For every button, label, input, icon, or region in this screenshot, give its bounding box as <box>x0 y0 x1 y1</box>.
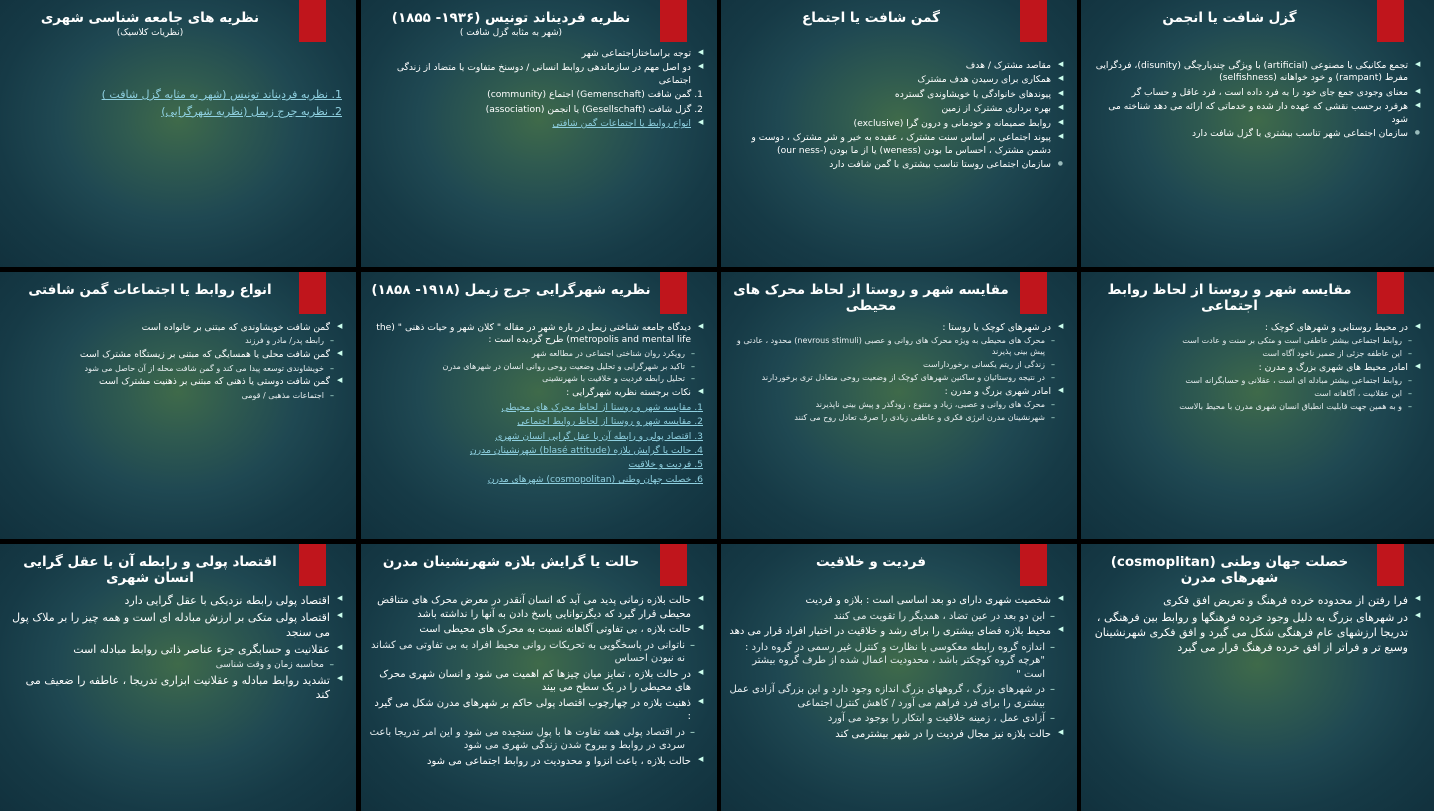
slide-subtitle: (نظریات کلاسیک) <box>116 28 184 39</box>
slide-bullet: ▶ تجمع مکانیکی یا مصنوعی (artificial) با ویژگی چندپارچگی (disunity)، فردگرایی مفرط (rampant) و خود خواهانه (selfishness) <box>1089 60 1420 85</box>
slide-title <box>369 554 653 570</box>
slide-bullet: – اجتماعات مذهبی / قومی <box>8 391 342 402</box>
slide-bullet: ▶ بهره برداری مشترک از زمین <box>729 103 1063 115</box>
slide-bullet: – در شهرهای بزرگ ، گروههای بزرگ اندازه وجود دارد و این بزرگی آزادی عمل بیشتری را برای فرد فراهم می آورد / کاهش کنترل اجتماعی <box>729 683 1063 710</box>
slide-bullet: ▶ دیدگاه جامعه شناختی زیمل در باره شهر در مقاله " کلان شهر و حیات ذهنی " (the metropolis and mental life) طرح گردیده است : <box>369 322 703 347</box>
slide-accent-tab <box>1020 0 1047 42</box>
slide-bullet: ▶ محیط بلازه فضای بیشتری را برای رشد و خلاقیت در اختیار افراد قرار می دهد <box>729 625 1063 639</box>
slide-thumbnail[interactable] <box>721 544 1077 811</box>
slide-hyperlink[interactable]: 3. اقتصاد پولی و رابطه آن با عقل گرایی انسان شهری <box>495 430 703 442</box>
slide-bullet: ▶ در حالت بلازه ، تمایز میان چیزها کم اهمیت می شود و انسان شهری محرک های محیطی را در یک سطح می بیند <box>369 668 703 695</box>
slide-bullet: – تحلیل رابطه فردیت و خلاقیت با شهرنشینی <box>369 374 703 385</box>
slide-bullet: – زندگی از ریتم یکسانی برخورداراست <box>729 360 1063 371</box>
slide-title <box>1089 282 1370 314</box>
slide-bullet: ▶ عقلانیت و حسابگری جزء عناصر ذاتی روابط مبادله است <box>8 643 342 658</box>
slide-thumbnail[interactable] <box>361 544 717 811</box>
slide-bullet: – روابط اجتماعی بیشتر مبادله ای است ، عقلانی و حسابگرانه است <box>1089 376 1420 387</box>
slide-bullet: – خویشاوندی توسعه پیدا می کند و گمن شافت محله از آن حاصل می شود <box>8 364 342 375</box>
slide-bullet: ▶ معنای وجودی جمع جای خود را به فرد داده است ، فرد عاقل و حساب گر <box>1089 87 1420 99</box>
slide-bullet: ▶ پیوند اجتماعی بر اساس سنت مشترک ، عقیده به خیر و شر مشترک ، دوست و دشمن مشترک ، احساس ما بودن (weness) یا از ما بودن (-our ness) <box>729 132 1063 157</box>
slide-thumbnail[interactable] <box>721 272 1077 539</box>
slide-title <box>8 282 292 298</box>
slide-bullet: – در نتیجه روستائیان و ساکنین شهرهای کوچک از وضعیت روحی متعادل تری برخوردارند <box>729 373 1063 384</box>
slide-title-text: گمن شافت یا اجتماع <box>802 10 940 26</box>
slide-bullet: – محرک های روانی و عصبی، زیاد و متنوع ، زودگذر و پیش بینی ناپذیرند <box>729 400 1063 411</box>
slide-bullet: ▶ نکات برجسته نظریه شهرگرایی : <box>369 387 703 399</box>
slide-bullet: ▶ پیوندهای خانوادگی یا خویشاوندی گسترده <box>729 89 1063 101</box>
slide-bullet: ▶ حالت بلازه ، باعث انزوا و محدودیت در روابط اجتماعی می شود <box>369 755 703 769</box>
slide-hyperlink[interactable]: 2. مقایسه شهر و روستا از لحاظ روابط اجتماعی <box>517 416 703 428</box>
slide-bullet: 2. گزل شافت (Gesellschaft) یا انجمن (association) <box>485 103 703 115</box>
slide-bullet: ▶ دو اصل مهم در سازماندهی روابط انسانی / دوسنخ متفاوت یا متضاد از زندگی اجتماعی <box>369 62 703 87</box>
slide-bullet: ▶ حالت بلازه زمانی پدید می آید که انسان آنقدر در معرض محرک های متناقض محیطی قرار گیرد که دیگرتوانایی پاسخ دادن به آنها را نداشته باشد <box>369 594 703 621</box>
slide-title-text: حالت یا گرایش بلازه شهرنشینان مدرن <box>382 554 640 570</box>
slide-bullet: ● سازمان اجتماعی روستا تناسب بیشتری با گمن شافت دارد <box>729 159 1063 171</box>
slide-thumbnail[interactable] <box>1081 272 1434 539</box>
slide-bullet: ▶ همکاری برای رسیدن هدف مشترک <box>729 74 1063 86</box>
slide-title <box>729 10 1013 26</box>
slide-bullet: ▶ تشدید روابط مبادله و عقلانیت ابزاری تدریجا ، عاطفه را ضعیف می کند <box>8 674 342 704</box>
slide-accent-tab <box>660 0 687 42</box>
slide-title <box>729 282 1013 314</box>
slide-title <box>369 282 653 298</box>
slide-bullet: – این عقلانیت ، آگاهانه است <box>1089 389 1420 400</box>
slide-bullet: – این دو بعد در عین تضاد ، همدیگر را تقویت می کنند <box>729 610 1063 624</box>
slide-bullet: ▶ امادر محیط های شهری بزرگ و مدرن : <box>1089 362 1420 374</box>
slide-hyperlink[interactable]: ▶ انواع روابط یا اجتماعات گمن شافتی <box>369 118 703 130</box>
slide-title-text: اقتصاد پولی و رابطه آن با عقل گرایی انسان شهری <box>23 554 277 587</box>
slide-body <box>369 320 703 488</box>
slide-hyperlink[interactable]: 5. فردیت و خلاقیت <box>628 459 703 471</box>
slide-bullet: – شهرنشینان مدرن انرژی فکری و عاطفی زیادی را صرف تعادل روح می کنند <box>729 413 1063 424</box>
slide-body <box>8 592 342 705</box>
slide-body <box>1089 58 1420 143</box>
slide-bullet: ▶ اقتصاد پولی متکی بر ارزش مبادله ای است و همه چیز را بر ملاک پول می سنجد <box>8 611 342 641</box>
slide-title-text: مقایسه شهر و روستا از لحاظ محرک های محیطی <box>733 282 1009 315</box>
slide-body <box>729 320 1063 426</box>
slide-bullet: ▶ حالت بلازه نیز مجال فردیت را در شهر بیشترمی کند <box>729 728 1063 742</box>
slide-bullet: ● سازمان اجتماعی شهر تناسب بیشتری با گزل شافت دارد <box>1089 128 1420 140</box>
slide-bullet: ▶ روابط صمیمانه و خودمانی و درون گرا (exclusive) <box>729 118 1063 130</box>
slide-accent-tab <box>1020 544 1047 586</box>
slide-accent-tab <box>299 544 326 586</box>
slide-bullet: – آزادی عمل ، زمینه خلاقیت و ابتکار را بوجود می آورد <box>729 712 1063 726</box>
slide-thumbnail[interactable] <box>361 272 717 539</box>
slide-bullet: ▶ در محیط روستایی و شهرهای کوچک : <box>1089 322 1420 334</box>
slide-accent-tab <box>1377 544 1404 586</box>
slide-title-text: مقایسه شهر و روستا از لحاظ روابط اجتماعی <box>1107 282 1352 315</box>
slide-bullet: – اندازه گروه رابطه معکوسی با نظارت و کنترل غیر رسمی در گروه دارد : "هرچه گروه کوچکتر باشد ، محدودیت اعمال شده از طرف گروه بیشتر است " <box>729 641 1063 682</box>
slide-body <box>369 46 703 133</box>
slide-body <box>729 592 1063 743</box>
slide-bullet: ▶ گمن شافت محلی یا همسایگی که مبتنی بر زیستگاه مشترک است <box>8 349 342 361</box>
slide-subtitle: (شهر به مثابه گزل شافت ) <box>459 28 563 39</box>
slide-thumbnail[interactable] <box>0 0 356 267</box>
slide-accent-tab <box>660 544 687 586</box>
slide-bullet: – و به همین جهت قابلیت انطباق انسان شهری مدرن با محیط بالاست <box>1089 402 1420 413</box>
slide-accent-tab <box>299 272 326 314</box>
slide-title-text: نظریه فردیناند تونیس (۱۹۳۶- ۱۸۵۵) <box>391 10 631 26</box>
slide-bullet: ▶ در شهرهای کوچک یا روستا : <box>729 322 1063 334</box>
slide-title <box>1089 554 1370 586</box>
slide-hyperlink[interactable]: 4. حالت یا گرایش بلازه (blasé attitude) شهرنشینان مدرن <box>469 444 703 456</box>
slide-bullet: ▶ توجه براساختاراجتماعی شهر <box>369 48 703 60</box>
slide-title-text: خصلت جهان وطنی (cosmoplitan) شهرهای مدرن <box>1110 554 1349 587</box>
slide-title-text: انواع روابط یا اجتماعات گمن شافتی <box>28 282 272 298</box>
slide-body <box>8 86 342 122</box>
slide-bullet: ▶ گمن شافت خویشاوندی که مبتنی بر خانواده است <box>8 322 342 334</box>
slide-thumbnail[interactable] <box>361 0 717 267</box>
slide-bullet: – روابط اجتماعی بیشتر عاطفی است و متکی بر سنت و عادت است <box>1089 336 1420 347</box>
slide-bullet: ▶ شخصیت شهری دارای دو بعد اساسی است : بلازه و فردیت <box>729 594 1063 608</box>
slide-title-text: فردیت و خلاقیت <box>816 554 926 570</box>
slide-title-text: نظریه شهرگرایی جرج زیمل (۱۹۱۸- ۱۸۵۸) <box>371 282 651 298</box>
slide-bullet: ▶ فرا رفتن از محدوده خرده فرهنگ و تعریض افق فکری <box>1089 594 1420 609</box>
slide-thumbnail[interactable] <box>0 544 356 811</box>
slide-bullet: ▶ گمن شافت دوستی یا ذهنی که مبتنی بر ذهنیت مشترک است <box>8 376 342 388</box>
slide-bullet: 1. گمن شافت (Gemenschaft) اجتماع (community) <box>487 89 703 101</box>
slide-bullet: ▶ مقاصد مشترک / هدف <box>729 60 1063 72</box>
slide-bullet: – رابطه پدر/ مادر و فرزند <box>8 336 342 347</box>
slide-accent-tab <box>1377 272 1404 314</box>
slide-title-text: نظریه های جامعه شناسی شهری <box>40 10 260 26</box>
slide-accent-tab <box>299 0 326 42</box>
slide-bullet: ▶ امادر شهری بزرگ و مدرن : <box>729 386 1063 398</box>
slide-body <box>729 58 1063 173</box>
slide-accent-tab <box>1020 272 1047 314</box>
slide-bullet: ▶ ذهنیت بلازه در چهارچوب اقتصاد پولی حاکم بر شهرهای مدرن شکل می گیرد : <box>369 697 703 724</box>
slide-hyperlink[interactable]: 1. مقایسه شهر و روستا از لحاظ محرک های محیطی <box>501 401 703 413</box>
slide-hyperlink[interactable]: 1. نظریه فردیناند تونیس (شهر به مثابه گزل شافت ) <box>101 88 342 101</box>
slide-bullet: – در اقتصاد پولی همه تفاوت ها با پول سنجیده می شود و این امر تدریجا باعث سردی در روابط و بیروح شدن زندگی شهری می شود <box>369 726 703 753</box>
slide-thumbnail[interactable] <box>1081 544 1434 811</box>
slide-title <box>8 10 292 39</box>
slide-title <box>8 554 292 586</box>
slide-body <box>369 592 703 770</box>
slide-bullet: ▶ اقتصاد پولی رابطه نزدیکی با عقل گرایی دارد <box>8 594 342 609</box>
slide-thumbnail[interactable] <box>1081 0 1434 267</box>
slide-thumbnail[interactable] <box>0 272 356 539</box>
slide-title <box>1089 10 1370 26</box>
slide-hyperlink[interactable]: 2. نظریه جرج زیمل (نظریه شهرگرایی) <box>161 104 342 118</box>
slide-bullet: – محرک های محیطی به ویژه محرک های روانی و عصبی (nevrous stimuli) محدود ، عادتی و پیش بینی پذیرند <box>729 336 1063 358</box>
slide-bullet: ▶ هرفرد برحسب نقشی که عهده دار شده و خدماتی که ارائه می دهد شناخته می شود <box>1089 101 1420 126</box>
slide-body <box>1089 320 1420 415</box>
slide-bullet: – محاسبه زمان و وقت شناسی <box>8 659 342 671</box>
slide-bullet: – ناتوانی در پاسخگویی به تحریکات روانی محیط افراد به بی تفاوتی می کشاند نه نبودن احساس <box>369 639 703 666</box>
slide-hyperlink[interactable]: 6. خصلت جهان وطنی (cosmopolitan) شهرهای مدرن <box>487 473 703 485</box>
slide-accent-tab <box>1377 0 1404 42</box>
slide-bullet: – رویکرد روان شناختی اجتماعی در مطالعه شهر <box>369 349 703 360</box>
slide-body <box>8 320 342 404</box>
slide-title-text: گزل شافت یا انجمن <box>1162 10 1297 26</box>
slide-bullet: – این عاطفه جزئی از ضمیر ناخود آگاه است <box>1089 349 1420 360</box>
slide-title <box>729 554 1013 570</box>
slide-bullet: – تاکید بر شهرگرایی و تحلیل وضعیت روحی روانی انسان در شهرهای مدرن <box>369 362 703 373</box>
slide-bullet: ▶ در شهرهای بزرگ به دلیل وجود خرده فرهنگها و روابط بین فرهنگی ، تدریجا ارزشهای عام فرهنگی شکل می گیرد و افق فکری شهرنشینان وسیع تر و فراتر از افق خرده فرهنگ قرار می گیرد <box>1089 611 1420 656</box>
slide-bullet: ▶ حالت بلازه ، بی تفاوتی آگاهانه نسبت به محرک های محیطی است <box>369 623 703 637</box>
slide-thumbnail[interactable] <box>721 0 1077 267</box>
slide-title <box>369 10 653 39</box>
slide-accent-tab <box>660 272 687 314</box>
slide-body <box>1089 592 1420 657</box>
